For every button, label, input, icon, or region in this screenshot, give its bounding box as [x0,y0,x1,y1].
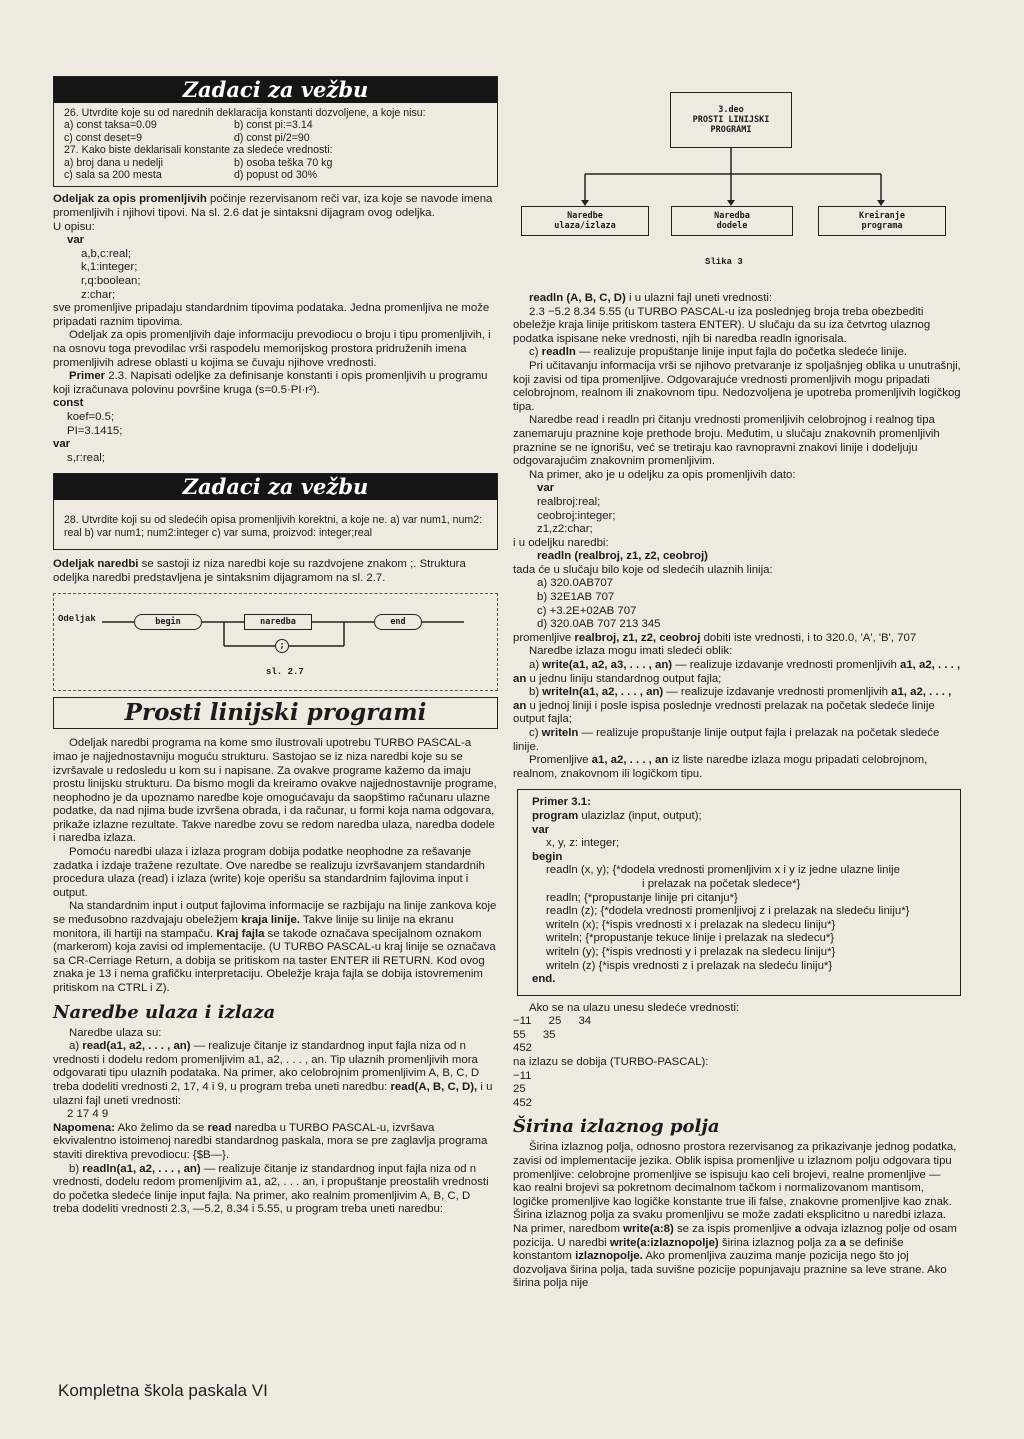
code-line: readln; {*propustanje linije pri citanju*} [546,891,738,904]
code-line: writeln (z) {*ispis vrednosti z i prelazak na sledeću liniju*} [546,959,833,972]
option: d) const pi/2=90 [234,131,310,144]
section-sirina: Širina izlaznog polja [513,1116,720,1138]
code-line: writeln; {*propustanje tekuce linije i prelazak na sledecu*} [546,932,835,945]
input-line: 55 35 [513,1028,556,1041]
section-title-prosti: Prosti linijski programi [53,697,498,729]
paragraph: Odeljak za opis promenljivih daje informaciju prevodiocu o broju i tipu promenljivih, i na osnovu toga prevodilac vrši raspodelu memorijskog prostora pridruženih imena promenljivih adrese oblasti u kojima se čuvaju njihove vrednosti. [53,329,491,369]
paragraph: Naredbe izlaza mogu imati sledeći oblik: [529,645,733,658]
code-line: var [532,823,550,836]
option: b) const pi:=3.14 [234,119,313,132]
input-line: b) 32E1AB 707 [537,591,615,604]
input-line: c) +3.2E+02AB 707 [537,604,637,617]
tree-top-box: 3.deo PROSTI LINIJSKI PROGRAMI [670,92,792,148]
example-title: Primer 3.1: [532,796,591,809]
code-line: const [53,397,84,410]
diagram-begin: begin [134,614,202,630]
tree-box-kreiranje: Kreiranje programa [818,206,946,236]
code-line: realbroj:real; [537,495,601,508]
code-line: readln (realbroj, z1, z2, ceobroj) [537,550,708,563]
code-line: PI=3.1415; [67,424,123,437]
code-line: k,1:integer; [81,261,138,274]
tree-diagram [513,88,961,288]
right-column [513,88,961,1291]
paragraph: a) write(a1, a2, a3, . . . , an) — realizuje izdavanje vrednosti promenljivih a1, a2, . . . , an u jednu liniju standardnog output fajla; [513,659,961,685]
code-line: s,r:real; [67,451,105,464]
paragraph: Odeljak za opis promenljivih počinje rezervisanom reči var, iza koje se navode imena promenljivih i njihovi tipovi. Na sl. 2.6 dat je sintaksni dijagram ovog odeljka. [53,193,493,220]
tree-box-ulaza: Naredbe ulaza/izlaza [521,206,649,236]
exercise-box-2 [53,473,498,550]
code-line: ceobroj:integer; [537,509,616,522]
paragraph: na izlazu se dobija (TURBO-PASCAL): [513,1056,709,1069]
option: b) osoba teška 70 kg [234,156,333,169]
exercise-box-1 [53,76,498,187]
code-line: z:char; [81,288,116,301]
code-line: var [67,234,85,247]
diagram-label: Odeljak [58,614,96,625]
code-line: writeln (x); {*ispis vrednosti x i prelazak na sledecu liniju*} [546,918,836,931]
paragraph: Pomoću naredbi ulaza i izlaza program dobija podatke neophodne za rešavanje zadatka i izdaje tražene rezultate. Ove naredbe se realizuju izvršavanjem standardnih procedura ulaza (read) i izlaza (write) koje operišu sa standardnim fajlovima input i output. [53,846,485,899]
code-line: var [537,482,555,495]
code-line: end. [532,973,556,986]
code-line: readln (x, y); {*dodela vrednosti promenljivim x i y iz jedne ulazne linije [546,864,900,877]
paragraph: promenljive realbroj, z1, z2, ceobroj dobiti iste vrednosti, i to 320.0, 'A', 'B', 707 [513,631,917,644]
code-line: begin [532,850,563,863]
tree-caption: Slika 3 [705,257,743,267]
paragraph: Odeljak naredbi programa na kome smo ilustrovali upotrebu TURBO PASCAL-a imao je najjednostavniju moguću strukturu. Sastojao se iz niza naredbi koje su se izvršavale u redosledu u kom su i napisane. Za ovakve programe kažemo da imaju prostu linijsku strukturu. Da bismo mogli da kreiramo ovakve najjednostavnije programe, neophodno je da upoznamo naredbe koje omogućavaju da saopštimo računaru ulazne podatke, da nad njima bude izvršena obrada, i da računar, u formi koja nama odgovara, prikaže izlazne rezultate. Takve naredbe zovu se redom naredba ulaza, naredba dodele i naredba izlaza. [53,737,497,845]
input-line: d) 320.0AB 707 213 345 [537,618,661,631]
paragraph: a) read(a1, a2, . . . , an) — realizuje čitanje iz standardnog input fajla niza od n vrednosti i dodelu redom promenljivim a1, a2, . . . , an. Tip ulaznih promenljivih mora odgovarati tipu ulaznih podataka. Na primer, ako celobrojnim promenljivim A, B, C, D treba dodeliti vrednosti 2, 17, 4 i 9, u program treba uneti naredbu: read(A, B, C, D), i u ulazni fajl uneti vrednosti: [53,1040,493,1107]
paragraph: sve promenljive pripadaju standardnim tipovima podataka. Jedna promenljiva ne može pripadati raznim tipovima. [53,302,490,328]
exercise-box-2-header: Zadaci za vežbu [54,474,497,500]
paragraph: Ako se na ulazu unesu sledeće vrednosti: [529,1001,740,1014]
output-line: −11 [513,1069,532,1082]
paragraph: b) writeln(a1, a2, . . . , an) — realizuje izdavanje vrednosti promenljivih a1, a2, . . . , an u jednoj liniji i posle ispisa poslednje vrednosti prelazak na početak sledeće linije output fajla; [513,686,952,726]
paragraph: Na primer, ako je u odeljku za opis promenljivih dato: [529,468,796,481]
page-footer: Kompletna škola paskala VI [58,1381,268,1400]
option: a) broj dana u nedelji [64,156,163,169]
paragraph: Promenljive a1, a2, . . . , an iz liste naredbe izlaza mogu pripadati celobrojnom, realnom, znakovnom ili logičkom tipu. [513,754,928,780]
diagram-separator: ; [275,639,289,653]
option: a) const taksa=0.09 [64,119,157,132]
code-line: var [53,438,71,451]
section-naredbe-ulaza: Naredbe ulaza i izlaza [53,1001,276,1023]
paragraph: Na standardnim input i output fajlovima informacije se razbijaju na linije zankova koje se međusobno razdvajaju obeležjem kraja linije. Takve linije su linije na ekranu monitora, ili hartiji na stampaču. Kraj fajla se takođe označava specijalnom oznakom (markerom) koja zavisi od implementacije. (U TURBO PASCAL-u kraj linije se označava sa CR-Cerriage Return, a dobija se pritiskom na taster ENTER ili RETURN. Kod ovog znaka je 13 i nema grafičku interpretaciju. Obeležje kraja fajla se dobija istovremenim pritiskom na CTRL i Z). [53,900,497,994]
example-box [517,789,961,995]
option: d) popust od 30% [234,169,318,182]
code-line: koef=0.5; [67,410,115,423]
syntax-diagram [53,593,498,691]
exercise-box-1-header: Zadaci za vežbu [54,77,497,103]
output-line: 25 [513,1083,526,1096]
paragraph: Pri učitavanju informacija vrši se njihovo pretvaranje iz spoljašnjeg oblika u unutrašnji, koji zavisi od tipa promenljive. Odgovarajuće vrednosti promenljivih mogu pripadati celobrojnom, realnom ili znakovnom tipu. Nedozvoljena je upotreba promenljivih logičkog tipa. [513,359,961,413]
diagram-end: end [374,614,422,630]
paragraph: U opisu: [53,220,95,233]
paragraph: readln (A, B, C, D) i u ulazni fajl uneti vrednosti: [529,292,773,304]
code-line: z1,z2:char; [537,523,593,536]
output-line: 452 [513,1096,533,1109]
paragraph: tada će u slučaju bilo koje od sledećih ulaznih linija: [513,563,773,576]
code-line: x, y, z: integer; [546,837,620,850]
tree-box-dodele: Naredba dodele [671,206,793,236]
values-line: 2 17 4 9 [67,1108,109,1121]
input-line: −11 25 34 [513,1015,592,1028]
diagram-caption: sl. 2.7 [266,667,304,678]
paragraph: c) readln — realizuje propuštanje linije input fajla do početka sledeće linije. [529,346,908,359]
paragraph: Naredbe ulaza su: [69,1026,162,1039]
exercise-27: 27. Kako biste deklarisali konstante za sledeće vrednosti: [64,144,333,157]
paragraph: Širina izlaznog polja, odnosno prostora rezervisanog za prikazivanje jednog podatka, zavisi od implementacije jezika. Oblik ispisa promenljive u izlaznom polju odgovara tipu promenljive: celobrojne promenljive se ispisuju kao celi brojevi, realne promenljive — kao realni brojevi sa pokretnom decimalnom tačkom i normalizovanom mantisom, logičke promenljive kao logičke konstante true ili false, znakovne promenljive kao znak. Širina izlaznog polja za svaku promenljivu se može zadati eksplicitno u naredbi izlaza. Na primer, naredbom write(a:8) se za ispis promenljive a odvaja izlaznog polje od osam pozicija. U naredbi write(a:izlaznopolje) širina izlaznog polja za a se definiše konstantom izlaznopolje. Ako promenljiva zauzima manje pozicija nego što joj dozvoljava širina polja, tada suvišne pozicije popunjavaju praznine sa leve strane. Ako širina polja nije [513,1141,957,1290]
code-line: i prelazak na početak sledece*} [642,877,801,890]
input-line: 452 [513,1042,533,1055]
paragraph: Primer 2.3. Napisati odeljke za definisanje konstanti i opis promenljivih u programu koji izračunava polovinu površine kruga (s=0.5·PI·r²). [53,370,488,396]
paragraph: c) writeln — realizuje propuštanje linije output fajla i prelazak na početak sledeće linije. [513,727,940,753]
code-line: writeln (y); {*ispis vrednosti y i prelazak na sledecu liniju*} [546,945,836,958]
paragraph: i u odeljku naredbi: [513,536,609,549]
paragraph: Napomena: Ako želimo da se read naredba u TURBO PASCAL-u, izvršava ekvivalentno istoimenoj naredbi standardnog paskala, mora se pre zaglavlja programa staviti direktiva prevodiocu: {$B—}. [53,1121,488,1161]
option: c) sala sa 200 mesta [64,169,162,182]
code-line: program ulazizlaz (input, output); [532,809,702,822]
paragraph: Naredbe read i readln pri čitanju vrednosti promenljivih celobrojnog i realnog tipa zanemaruju praznine koje prethode broju. Međutim, u slučaju znakovnih promenljivih praznine se ne ignorišu, već se tretiraju kao ravnopravni znakovi linije i dodeljuju odgovarajućim znakovnim promenljivim. [513,414,940,468]
left-column [53,76,498,1217]
paragraph: 2.3 −5.2 8.34 5.55 (u TURBO PASCAL-u iza poslednjeg broja treba obezbediti obeležje kraja linije pritiskom tastera ENTER). U slučaju da su iza četvrtog ulaznog podatka ispisane neke vrednosti, njih bi naredba readln ignorisala. [513,305,931,345]
code-line: a,b,c:real; [81,247,132,260]
exercise-28: 28. Utvrdite koji su od sledećih opisa promenljivih korektni, a koje ne. a) var num1, num2: real b) var num1; num2:integer c) var suma, proizvod: integer;real [64,514,483,539]
paragraph: Odeljak naredbi se sastoji iz niza naredbi koje su razdvojene znakom ;. Struktura odeljka naredbi predstavljena je sintaksnim dijagramom na sl. 2.7. [53,558,466,584]
code-line: r,q:boolean; [81,275,141,287]
diagram-naredba: naredba [244,614,312,630]
paragraph: b) readln(a1, a2, . . . , an) — realizuje čitanje iz standardnog input fajla niza od n vrednosti, dodelu redom promenljivim a1, a2, . . . an, i propuštanje preostalih vrednosti do početka sledeće linije input fajla. Na primer, ako realnim promenljivim A, B, C, D treba dodeliti vrednosti 2.3, —5.2, 8.34 i 5.55, u program treba uneti naredbu: [53,1162,489,1216]
code-line: readln (z); {*dodela vrednosti promenljivoj z i prelazak na sledeću liniju*} [546,905,910,918]
option: c) const deset=9 [64,131,143,144]
exercise-26: 26. Utvrdite koje su od narednih deklaracija konstanti dozvoljene, a koje nisu: [64,107,426,119]
input-line: a) 320.0AB707 [537,577,613,590]
